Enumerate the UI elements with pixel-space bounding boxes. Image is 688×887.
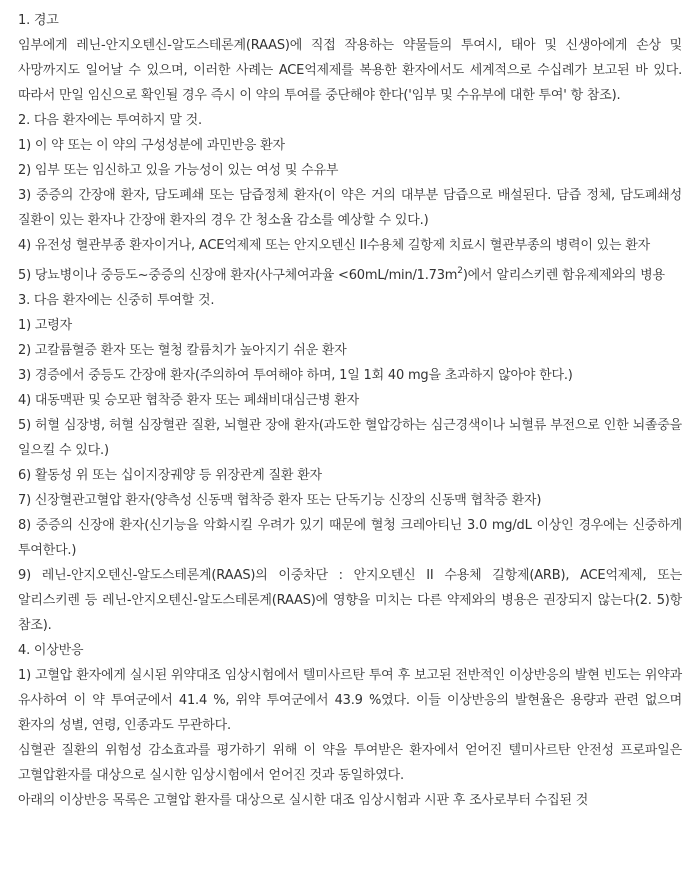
list-item: 1) 이 약 또는 이 약의 구성성분에 과민반응 환자: [18, 138, 285, 153]
superscript-two: 2: [457, 266, 463, 276]
list-item: 8) 중증의 신장애 환자(신기능을 악화시킬 우려가 있기 때문에 혈청 크레아티닌 3.0 mg/dL 이상인 경우에는 신중하게 투여한다.): [18, 518, 682, 558]
list-item: 3) 경증에서 중등도 간장애 환자(주의하여 투여해야 하며, 1일 1회 40 mg을 초과하지 않아야 한다.): [18, 368, 573, 383]
list-item: 1) 고령자: [18, 318, 72, 333]
list-item: 4) 대동맥판 및 승모판 협착증 환자 또는 폐쇄비대심근병 환자: [18, 393, 359, 408]
list-item: 2) 임부 또는 임신하고 있을 가능성이 있는 여성 및 수유부: [18, 163, 339, 178]
section-heading-precautions: 3. 다음 환자에는 신중히 투여할 것.: [18, 293, 215, 308]
section-adverse-reactions: [18, 638, 682, 813]
list-item: 6) 활동성 위 또는 십이지장궤양 등 위장관계 질환 환자: [18, 468, 322, 483]
list-item: 9) 레닌-안지오텐신-알도스테론계(RAAS)의 이중차단 : 안지오텐신 II 수용체 길항제(ARB), ACE억제제, 또는 알리스키렌 등 레닌-안지오텐신-알도스테론계(RAAS)에 영향을 미치는 다른 약제와의 병용은 권장되지 않는다(2. 5)항 참조).: [18, 568, 682, 633]
list-item: 4) 유전성 혈관부종 환자이거나, ACE억제제 또는 안지오텐신 II수용체 길항제 치료시 혈관부종의 병력이 있는 환자: [18, 238, 651, 253]
warning-paragraph: 임부에게 레닌-안지오텐신-알도스테론계(RAAS)에 직접 작용하는 약물들의 투여시, 태아 및 신생아에게 손상 및 사망까지도 일어날 수 있으며, 이러한 사례는 ACE억제제를 복용한 환자에서도 세계적으로 수십례가 보고된 바 있다. 따라서 만일 임신으로 확인될 경우 즉시 이 약의 투여를 중단해야 한다('임부 및 수유부에 대한 투여' 항 참조).: [18, 38, 682, 103]
section-heading-contraindications: 2. 다음 환자에는 투여하지 말 것.: [18, 113, 202, 128]
adverse-paragraph: 심혈관 질환의 위험성 감소효과를 평가하기 위해 이 약을 투여받은 환자에서 얻어진 텔미사르탄 안전성 프로파일은 고혈압환자를 대상으로 실시한 임상시험에서 얻어진 것과 동일하였다.: [18, 743, 682, 783]
list-item: 2) 고칼륨혈증 환자 또는 혈청 칼륨치가 높아지기 쉬운 환자: [18, 343, 347, 358]
section-contraindications: [18, 108, 682, 288]
list-item: [18, 263, 682, 288]
item5-text-after: )에서 알리스키렌 함유제제와의 병용: [462, 268, 665, 283]
section-precautions: [18, 288, 682, 638]
adverse-paragraph: 아래의 이상반응 목록은 고혈압 환자를 대상으로 실시한 대조 임상시험과 시판 후 조사로부터 수집된 것: [18, 793, 589, 808]
list-item: 3) 중증의 간장애 환자, 담도폐쇄 또는 담즙정체 환자(이 약은 거의 대부분 담즙으로 배설된다. 담즙 정체, 담도폐쇄성 질환이 있는 환자나 간장애 환자의 경우 간 청소율 감소를 예상할 수 있다.): [18, 188, 682, 228]
list-item: 5) 허혈 심장병, 허혈 심장혈관 질환, 뇌혈관 장애 환자(과도한 혈압강하는 심근경색이나 뇌혈류 부전으로 인한 뇌졸중을 일으킬 수 있다.): [18, 418, 682, 458]
section-warning: [18, 8, 682, 108]
section-heading-warning: 1. 경고: [18, 13, 59, 28]
item5-text-before: 5) 당뇨병이나 중등도~중증의 신장애 환자(사구체여과율 <60mL/min/1.73m: [18, 268, 458, 283]
adverse-paragraph: 1) 고혈압 환자에게 실시된 위약대조 임상시험에서 텔미사르탄 투여 후 보고된 전반적인 이상반응의 발현 빈도는 위약과 유사하여 이 약 투여군에서 41.4 %, 위약 투여군에서 43.9 %였다. 이들 이상반응의 발현율은 용량과 관련 없으며 환자의 성별, 연령, 인종과도 무관하다.: [18, 668, 682, 733]
list-item: 7) 신장혈관고혈압 환자(양측성 신동맥 협착증 환자 또는 단독기능 신장의 신동맥 협착증 환자): [18, 493, 542, 508]
section-heading-adverse-reactions: 4. 이상반응: [18, 643, 84, 658]
